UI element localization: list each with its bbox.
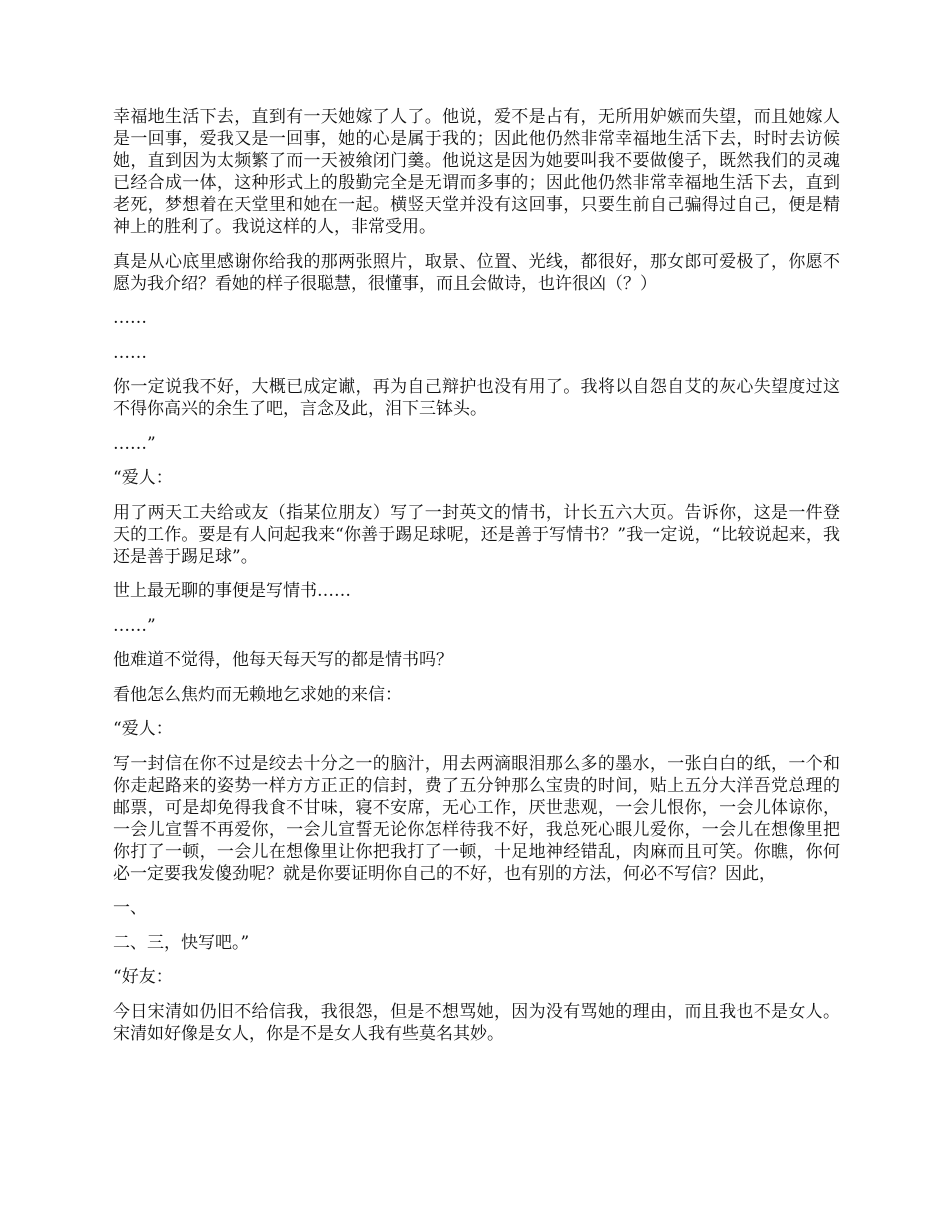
paragraph: 看他怎么焦灼而无赖地乞求她的来信：: [113, 684, 402, 705]
paragraph: 二、三，快写吧。”: [113, 932, 250, 953]
ellipsis-line: ……: [113, 308, 147, 328]
letter-salutation: “好友：: [113, 967, 173, 987]
paragraph: 真是从心底里感谢你给我的那两张照片，取景、位置、光线，都很好，那女郎可爱极了，你愿不愿为我介绍？看她的样子很聪慧，很懂事，而且会做诗，也许很凶（？）: [113, 251, 840, 294]
letter-salutation: “爱人：: [113, 719, 173, 739]
paragraph: 他难道不觉得，他每天每天写的都是情书吗？: [113, 650, 453, 670]
paragraph: 写一封信在你不过是绞去十分之一的脑汁，用去两滴眼泪那么多的墨水，一张白白的纸，一个和你走起路来的姿势一样方方正正的信封，费了五分钟那么宝贵的时间，贴上五分大洋吾党总理的邮票，可是却免得我食不甘味，寝不安席，无心工作，厌世悲观，一会儿恨你，一会儿体谅你，一会儿宣誓不再爱你，一会儿宣誓无论你怎样待我不好，我总死心眼儿爱你，一会儿在想像里把你打了一顿，一会儿在想像里让你把我打了一顿，十足地神经错乱，肉麻而且可笑。你瞧，你何必一定要我发傻劲呢？就是你要证明你自己的不好，也有别的方法，何必不写信？因此，: [113, 753, 840, 884]
ellipsis-line: ……: [113, 342, 147, 363]
ellipsis-line: ……”: [113, 433, 156, 454]
list-number: 一、: [113, 898, 147, 918]
document-body: [113, 106, 840, 1057]
letter-salutation: “爱人：: [113, 468, 173, 488]
paragraph: 今日宋清如仍旧不给信我，我很怨，但是不想骂她，因为没有骂她的理由，而且我也不是女人。宋清如好像是女人，你是不是女人我有些莫名其妙。: [113, 1001, 840, 1044]
paragraph: 世上最无聊的事便是写情书……: [113, 581, 351, 601]
paragraph: 你一定说我不好，大概已成定谳，再为自己辩护也没有用了。我将以自怨自艾的灰心失望度过这不得你高兴的余生了吧，言念及此，泪下三钵头。: [113, 377, 840, 419]
paragraph: 用了两天工夫给或友（指某位朋友）写了一封英文的情书，计长五六大页。告诉你，这是一件登天的工作。要是有人问起我来“你善于踢足球呢，还是善于写情书？”我一定说，“比较说起来，我还是善于踢足球”。: [113, 502, 840, 567]
ellipsis-line: ……”: [113, 615, 156, 636]
paragraph: 幸福地生活下去，直到有一天她嫁了人了。他说，爱不是占有，无所用妒嫉而失望，而且她嫁人是一回事，爱我又是一回事，她的心是属于我的；因此他仍然非常幸福地生活下去，时时去访候她，直到因为太频繁了而一天被飨闭门羹。他说这是因为她要叫我不要做傻子，既然我们的灵魂已经合成一体，这种形式上的殷勤完全是无谓而多事的；因此他仍然非常幸福地生活下去，直到老死，梦想着在天堂里和她在一起。横竖天堂并没有这回事，只要生前自己骗得过自己，便是精神上的胜利了。我说这样的人，非常受用。: [113, 107, 840, 237]
